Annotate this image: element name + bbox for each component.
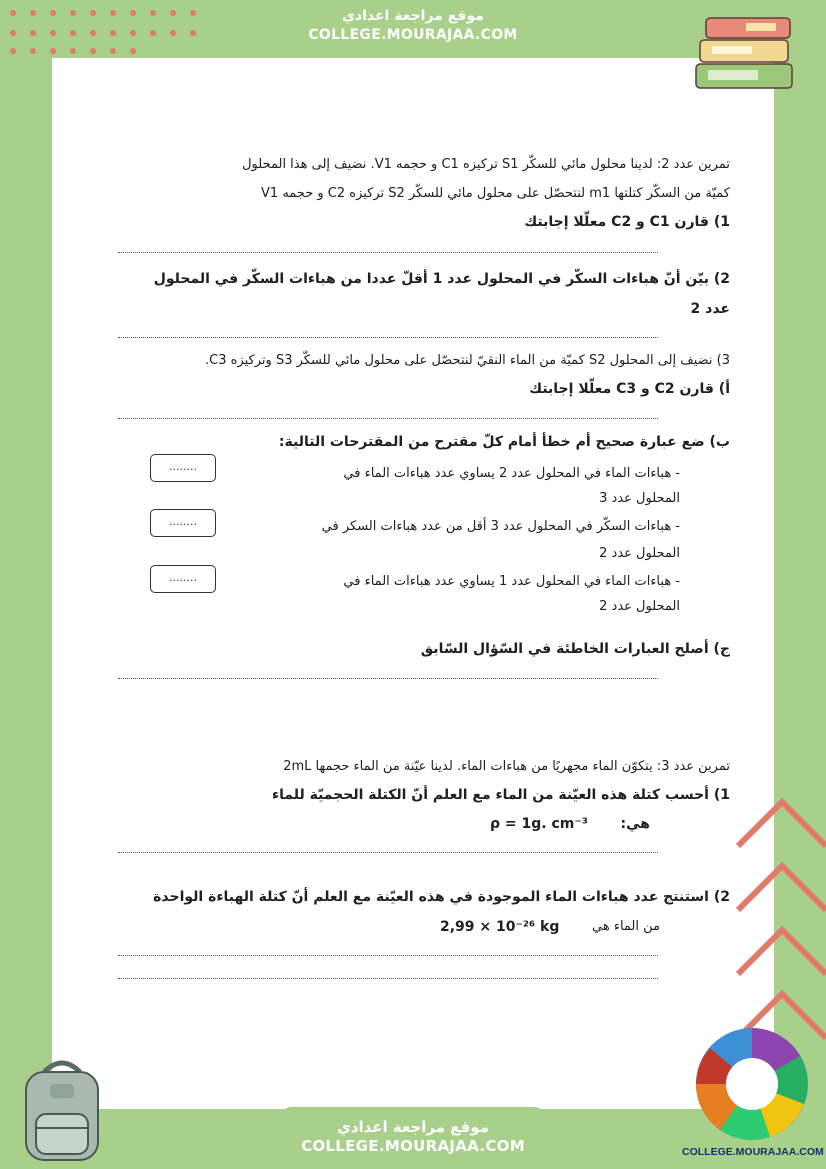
answer-box[interactable]: ........ [150, 509, 216, 537]
header-site-name: موقع مراجعة اعدادي [342, 8, 484, 24]
answer-line[interactable] [118, 955, 658, 956]
books-icon [692, 8, 802, 98]
ex2-question-3b: ب) ضع عبارة صحيح أم خطأ أمام كلّ مقترح من المقترحات التالية: [278, 434, 730, 450]
ex2-question-3c: ج) أصلح العبارات الخاطئة في السّؤال السّابق [420, 641, 730, 657]
answer-line[interactable] [118, 852, 658, 853]
logo-wheel-icon [690, 1020, 820, 1146]
site-logo[interactable] [682, 1020, 824, 1165]
answer-line[interactable] [118, 252, 658, 253]
footer-site-name: موقع مراجعة اعدادي [337, 1118, 489, 1136]
ex2-question-1: 1) قارن C1 و C2 معلّلا إجابتك [524, 214, 730, 230]
footer-site-url[interactable]: COLLEGE.MOURAJAA.COM [301, 1137, 525, 1155]
answer-box[interactable]: ........ [150, 454, 216, 482]
frame-left [0, 0, 52, 1169]
ex3-question-1-line2: هي: [620, 816, 650, 832]
answer-line[interactable] [118, 418, 658, 419]
footer-banner [278, 1107, 548, 1169]
ex3-question-2-line2: من الماء هي [592, 919, 660, 934]
proposition-1-line2: المحلول عدد 3 [599, 491, 680, 506]
ex3-question-1-line1: 1) أحسب كتلة هذه العيّنة من الماء مع العلم أنّ الكتلة الحجميّة للماء [271, 787, 730, 803]
proposition-3-line1: - هباءات الماء في المحلول عدد 1 يساوي عدد هباءات الماء في [343, 574, 680, 589]
ex2-question-2-line2: عدد 2 [690, 301, 730, 317]
answer-line[interactable] [118, 978, 658, 979]
ex2-question-2-line1: 2) بيّن أنّ هباءات السكّر في المحلول عدد 1 أقلّ عددا من هباءات السكّر في المحلول [153, 271, 730, 287]
ex2-question-3-line1: 3) نضيف إلى المحلول S2 كميّة من الماء النقيّ لنتحصّل على محلول مائي للسكّر S3 وتركيزه C3. [205, 353, 730, 368]
ex3-formula-molecule-mass: 2,99 × 10⁻²⁶ kg [440, 919, 560, 935]
proposition-1-line1: - هباءات الماء في المحلول عدد 2 يساوي عدد هباءات الماء في [343, 466, 680, 481]
ex3-intro: تمرين عدد 3: يتكوّن الماء مجهريًا من هباءات الماء. لدينا عيّنة من الماء حجمها 2mL [283, 759, 730, 774]
proposition-2-line1: - هباءات السكّر في المحلول عدد 3 أقل من عدد هباءات السكر في [321, 519, 680, 534]
answer-line[interactable] [118, 337, 658, 338]
ex3-question-2-line1: 2) استنتج عدد هباءات الماء الموجودة في هذه العيّنة مع العلم أنّ كتلة الهباءة الواحدة [153, 889, 730, 905]
answer-line[interactable] [118, 678, 658, 679]
ex2-intro-line2: كميّة من السكّر كتلتها m1 لنتحصّل على محلول مائي للسكّر S2 تركيزه C2 و حجمه V1 [261, 186, 730, 201]
header-site-url[interactable]: COLLEGE.MOURAJAA.COM [308, 27, 518, 43]
proposition-3-line2: المحلول عدد 2 [599, 599, 680, 614]
ex3-formula-density: ρ = 1g. cm⁻³ [490, 816, 588, 832]
logo-url-text: COLLEGE.MOURAJAA.COM [682, 1146, 824, 1158]
answer-box[interactable]: ........ [150, 565, 216, 593]
header-banner [278, 0, 548, 48]
ex2-intro-line1: تمرين عدد 2: لدينا محلول مائي للسكّر S1 تركيزه C1 و حجمه V1. نضيف إلى هذا المحلول [242, 157, 730, 172]
ex2-question-3a: أ) قارن C2 و C3 معلّلا إجابتك [529, 381, 730, 397]
proposition-2-line2: المحلول عدد 2 [599, 546, 680, 561]
backpack-icon [14, 1054, 110, 1164]
